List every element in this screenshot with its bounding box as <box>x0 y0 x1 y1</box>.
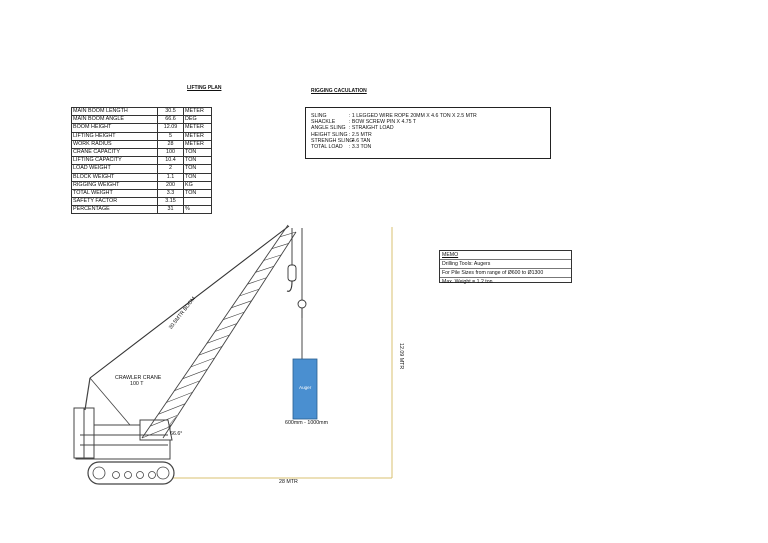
table-cell-label: RIGGING WEIGHT <box>72 181 158 189</box>
rigging-value: : 4.6 TAN <box>349 137 371 144</box>
table-cell-unit: TON <box>184 173 212 181</box>
table-cell-value: 200 <box>158 181 184 189</box>
table-cell-value: 28 <box>158 140 184 148</box>
table-cell-unit: METER <box>184 132 212 140</box>
lifting-plan-heading: LIFTING PLAN <box>187 85 222 91</box>
table-cell-value: 10.4 <box>158 157 184 165</box>
boom-lattice-brace <box>239 289 259 296</box>
height-label: 12.09 MTR <box>398 343 404 370</box>
table-cell-label: WORK RADIUS <box>72 140 158 148</box>
rigging-value: : 1 LEGGED WIRE ROPE 20MM X 4.6 TON X 2.5 MTR <box>349 113 477 119</box>
table-cell-unit: KG <box>184 181 212 189</box>
table-cell-label: MAIN BOOM ANGLE <box>72 116 158 124</box>
memo-title: MEMO <box>440 251 571 260</box>
table-cell-value: 30.5 <box>158 108 184 116</box>
table-cell-value: 3.3 <box>158 189 184 197</box>
table-cell-value: 66.6 <box>158 116 184 124</box>
table-cell-value: 31 <box>158 206 184 214</box>
table-cell-unit: TON <box>184 189 212 197</box>
table-cell-label: MAIN BOOM LENGTH <box>72 108 158 116</box>
table-cell-unit: TON <box>184 148 212 156</box>
table-cell-value: 1.1 <box>158 173 184 181</box>
table-cell-value: 2 <box>158 165 184 173</box>
table-cell-unit: TON <box>184 157 212 165</box>
table-cell-label: BOOM HEIGHT <box>72 124 158 132</box>
rigging-key: STRENGH SLING <box>311 137 354 144</box>
boom-lattice-brace <box>223 312 244 320</box>
table-cell-unit: % <box>184 206 212 214</box>
crane-capacity-label: 100 T <box>130 381 144 387</box>
table-cell-label: TOTAL WEIGHT <box>72 189 158 197</box>
boom-lattice-brace <box>247 278 266 284</box>
auger-label: Auger <box>299 385 312 390</box>
rigging-value: : 2.5 MTR <box>349 131 372 138</box>
rigging-key: SHACKLE <box>311 119 336 126</box>
table-cell-unit: METER <box>184 140 212 148</box>
rigging-key: HEIGHT SLING <box>311 131 348 138</box>
table-cell-label: CRANE CAPACITY <box>72 148 158 156</box>
memo-line: Drilling Tools: Augers <box>440 260 571 269</box>
lattice-boom <box>142 225 296 438</box>
memo-line: Max. Weight = 1.2 ton <box>442 279 493 285</box>
table-cell-label: LOAD WEIGHT <box>72 165 158 173</box>
table-cell-label: LIFTING CAPACITY <box>72 157 158 165</box>
load-size-label: 600mm - 1000mm <box>285 420 328 426</box>
hoist-hook <box>287 228 306 359</box>
rigging-value: : BOW SCREW PIN X 4.75 T <box>349 119 417 126</box>
memo-line: For Pile Sizes from range of Ø600 to Ø1300 <box>440 269 571 278</box>
rigging-key: TOTAL LOAD <box>311 144 343 151</box>
table-cell-label: SAFETY FACTOR <box>72 198 158 206</box>
table-cell-label: BLOCK WEIGHT <box>72 173 158 181</box>
table-cell-value: 12.09 <box>158 124 184 132</box>
boom-lattice-brace <box>256 266 274 272</box>
crawler-track <box>88 462 174 484</box>
table-cell-value: 3.15 <box>158 198 184 206</box>
rigging-value: : STRAIGHT LOAD <box>349 125 394 132</box>
radius-label: 28 MTR <box>279 479 298 485</box>
table-cell-unit: METER <box>184 108 212 116</box>
rigging-key: ANGLE SLING <box>311 125 346 132</box>
table-cell-value: 5 <box>158 132 184 140</box>
boom-lattice-brace <box>215 324 237 332</box>
table-cell-unit: TON <box>184 165 212 173</box>
table-cell-label: PERCENTAGE <box>72 206 158 214</box>
rigging-value: : 3.3 TON <box>349 144 372 151</box>
boom-lattice-brace <box>231 301 251 308</box>
table-cell-label: LIFTING HEIGHT <box>72 132 158 140</box>
table-cell-unit: METER <box>184 124 212 132</box>
boom-angle-label: 66.6° <box>170 431 183 437</box>
table-cell-value: 100 <box>158 148 184 156</box>
rigging-key: SLING <box>311 113 327 119</box>
table-cell-unit: DEG <box>184 116 212 124</box>
boom-length-label: 30.5MTR BOOM <box>168 295 198 331</box>
rigging-calculation-heading: RIGGING CACULATION <box>311 88 367 94</box>
crane-type-label: CRAWLER CRANE <box>115 375 162 381</box>
